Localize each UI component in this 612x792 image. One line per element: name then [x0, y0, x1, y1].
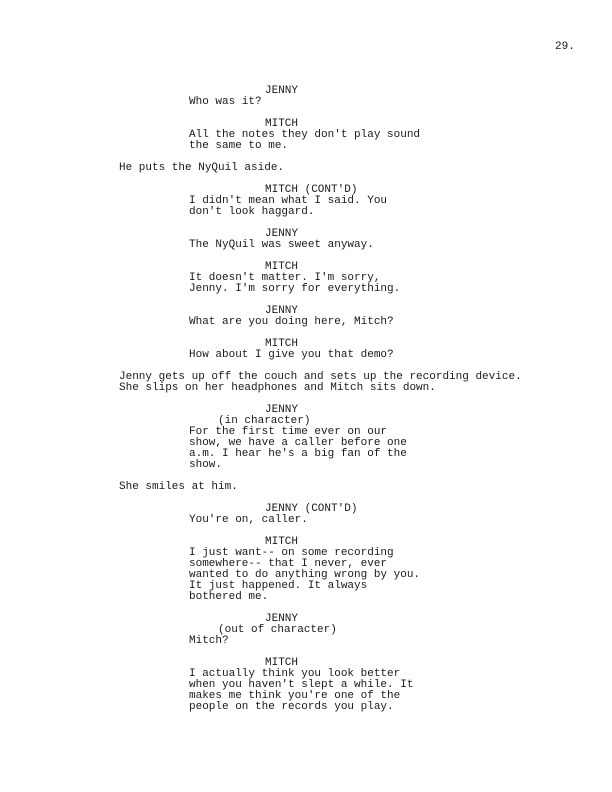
parenthetical: (out of character) [218, 624, 337, 636]
action-line: She smiles at him. [119, 481, 238, 493]
dialogue-line: Who was it? [189, 96, 262, 108]
dialogue-line: show. [189, 459, 223, 471]
page-number: 29. [555, 41, 575, 53]
dialogue-line: It just happened. It always [189, 580, 368, 592]
character-name: MITCH [265, 657, 299, 669]
parenthetical: (in character) [218, 415, 311, 427]
dialogue-line: For the first time ever on our [189, 426, 388, 438]
character-name: JENNY [265, 613, 299, 625]
dialogue-line: a.m. I hear he's a big fan of the [189, 448, 407, 460]
dialogue-line: makes me think you're one of the [189, 690, 401, 702]
dialogue-line: I didn't mean what I said. You [189, 195, 388, 207]
dialogue-line: The NyQuil was sweet anyway. [189, 239, 374, 251]
character-name: JENNY (CONT'D) [265, 503, 358, 515]
action-line: He puts the NyQuil aside. [119, 162, 285, 174]
dialogue-line: What are you doing here, Mitch? [189, 316, 394, 328]
character-name: JENNY [265, 85, 299, 97]
dialogue-line: All the notes they don't play sound [189, 129, 421, 141]
dialogue-line: the same to me. [189, 140, 289, 152]
dialogue-line: bothered me. [189, 591, 269, 603]
character-name: MITCH [265, 261, 299, 273]
character-name: JENNY [265, 404, 299, 416]
dialogue-line: I just want-- on some recording [189, 547, 394, 559]
dialogue-line: Jenny. I'm sorry for everything. [189, 283, 401, 295]
character-name: MITCH [265, 536, 299, 548]
dialogue-line: wanted to do anything wrong by you. [189, 569, 421, 581]
dialogue-line: You're on, caller. [189, 514, 308, 526]
character-name: MITCH [265, 338, 299, 350]
dialogue-line: How about I give you that demo? [189, 349, 394, 361]
dialogue-line: It doesn't matter. I'm sorry, [189, 272, 381, 284]
action-line: Jenny gets up off the couch and sets up the recording device. [119, 371, 522, 383]
dialogue-line: Mitch? [189, 635, 229, 647]
dialogue-line: when you haven't slept a while. It [189, 679, 414, 691]
character-name: JENNY [265, 305, 299, 317]
action-line: She slips on her headphones and Mitch sits down. [119, 382, 436, 394]
dialogue-line: somewhere-- that I never, ever [189, 558, 388, 570]
dialogue-line: show, we have a caller before one [189, 437, 407, 449]
character-name: JENNY [265, 228, 299, 240]
character-name: MITCH [265, 118, 299, 130]
character-name: MITCH (CONT'D) [265, 184, 358, 196]
dialogue-line: don't look haggard. [189, 206, 315, 218]
dialogue-line: I actually think you look better [189, 668, 401, 680]
dialogue-line: people on the records you play. [189, 701, 394, 713]
